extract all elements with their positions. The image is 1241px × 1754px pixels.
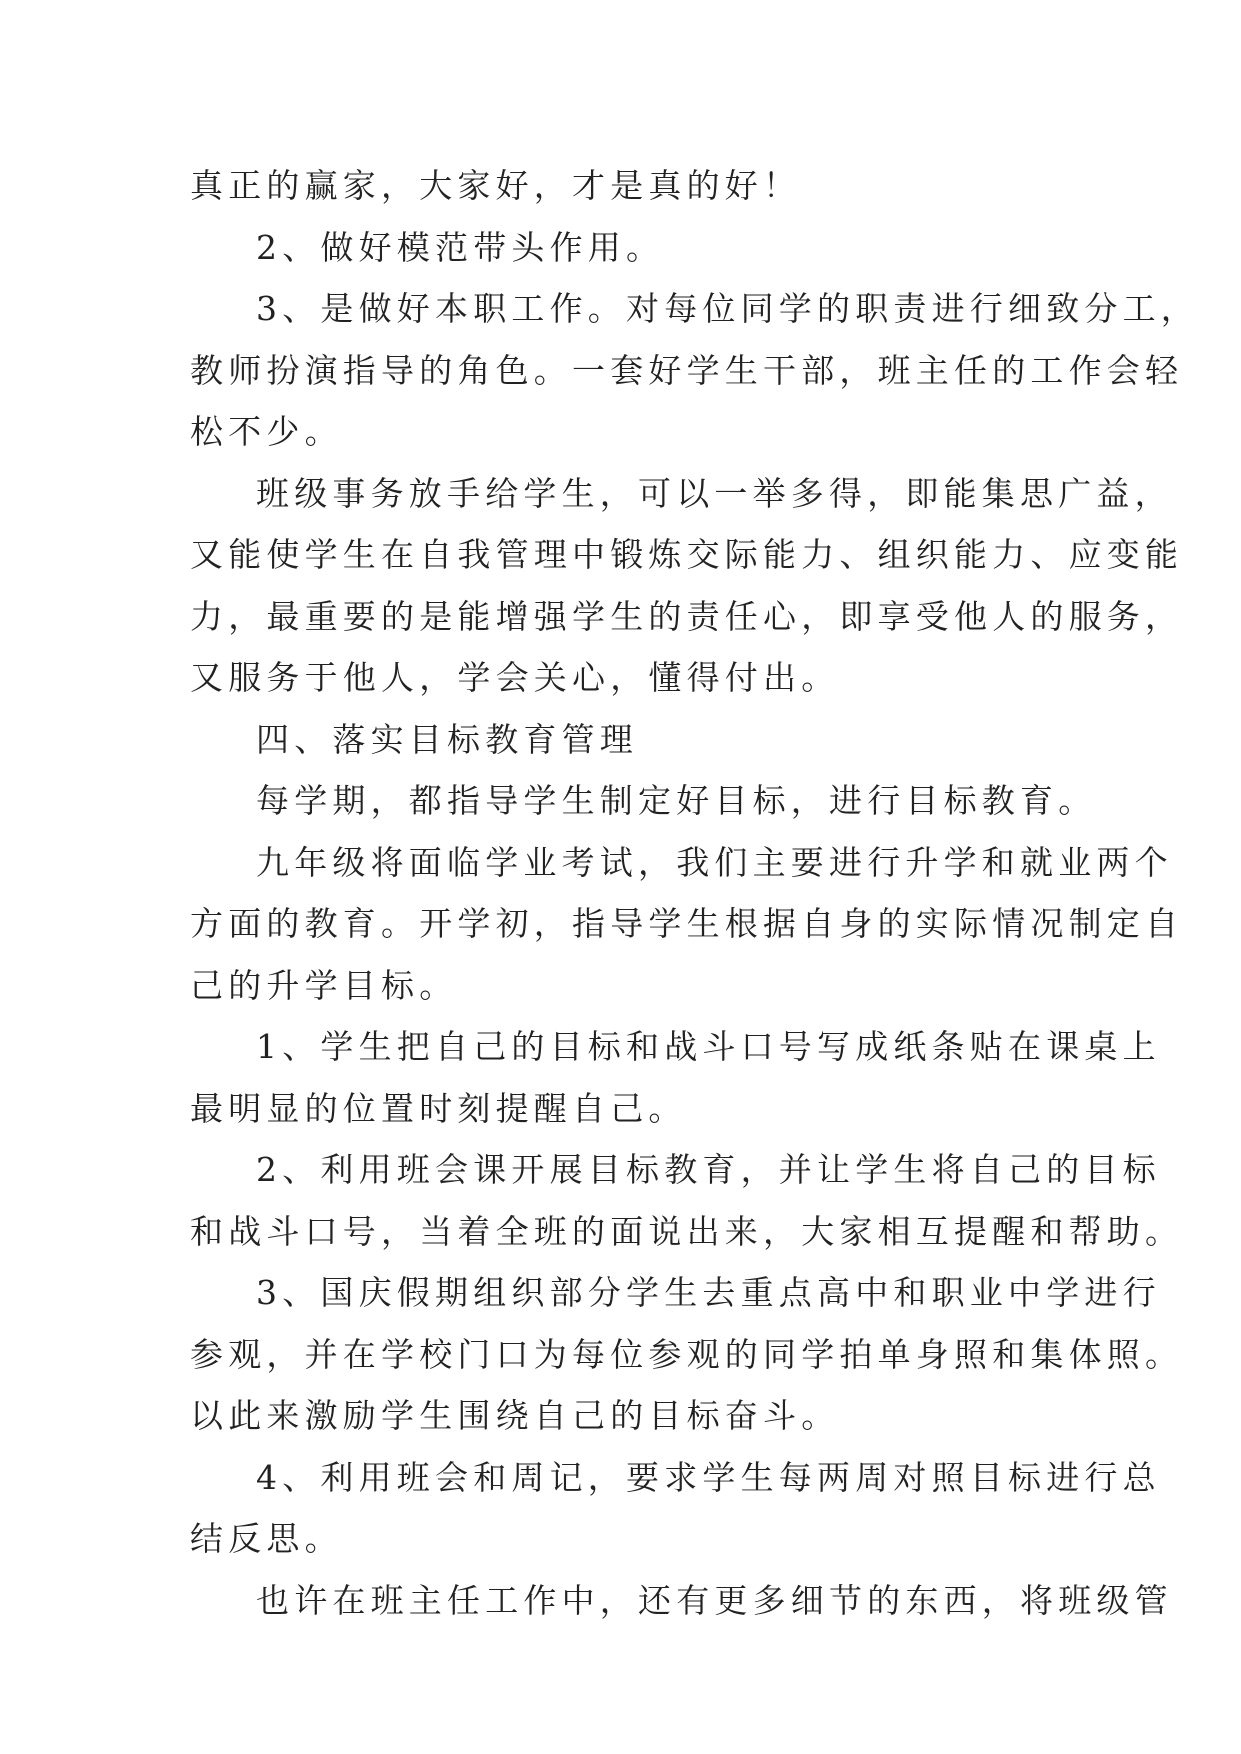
text-line: 以此来激励学生围绕自己的目标奋斗。	[190, 1396, 840, 1435]
text-line: 方面的教育。开学初，指导学生根据自身的实际情况制定自	[190, 904, 1184, 943]
text-line: 和战斗口号，当着全班的面说出来，大家相互提醒和帮助。	[190, 1211, 1184, 1251]
text-line: 4、利用班会和周记，要求学生每两周对照目标进行总	[256, 1457, 1161, 1497]
text-line: 九年级将面临学业考试，我们主要进行升学和就业两个	[256, 842, 1173, 882]
text-line: 又能使学生在自我管理中锻炼交际能力、组织能力、应变能	[190, 535, 1184, 574]
text-line: 又服务于他人，学会关心，懂得付出。	[190, 658, 840, 697]
text-line: 己的升学目标。	[190, 965, 458, 1005]
text-line: 参观，并在学校门口为每位参观的同学拍单身照和集体照。	[190, 1334, 1184, 1374]
text-line: 班级事务放手给学生，可以一举多得，即能集思广益，	[256, 473, 1173, 513]
section-heading: 四、落实目标教育管理	[256, 719, 638, 759]
text-line: 2、做好模范带头作用。	[256, 227, 665, 267]
text-line: 最明显的位置时刻提醒自己。	[190, 1088, 687, 1128]
text-line: 2、利用班会课开展目标教育，并让学生将自己的目标	[256, 1150, 1161, 1189]
text-line: 结反思。	[190, 1519, 343, 1558]
text-line: 教师扮演指导的角色。一套好学生干部，班主任的工作会轻	[190, 350, 1184, 390]
body-text	[190, 155, 1199, 1631]
text-line: 3、国庆假期组织部分学生去重点高中和职业中学进行	[256, 1273, 1161, 1312]
text-line: 也许在班主任工作中，还有更多细节的东西，将班级管	[256, 1580, 1173, 1620]
text-line: 力，最重要的是能增强学生的责任心，即享受他人的服务，	[190, 596, 1184, 636]
text-line: 真正的赢家，大家好，才是真的好！	[190, 166, 802, 205]
text-line: 3、是做好本职工作。对每位同学的职责进行细致分工，	[256, 289, 1199, 328]
text-line: 每学期，都指导学生制定好目标，进行目标教育。	[256, 781, 1097, 820]
text-line: 1、学生把自己的目标和战斗口号写成纸条贴在课桌上	[256, 1027, 1161, 1066]
text-line: 松不少。	[190, 412, 343, 451]
